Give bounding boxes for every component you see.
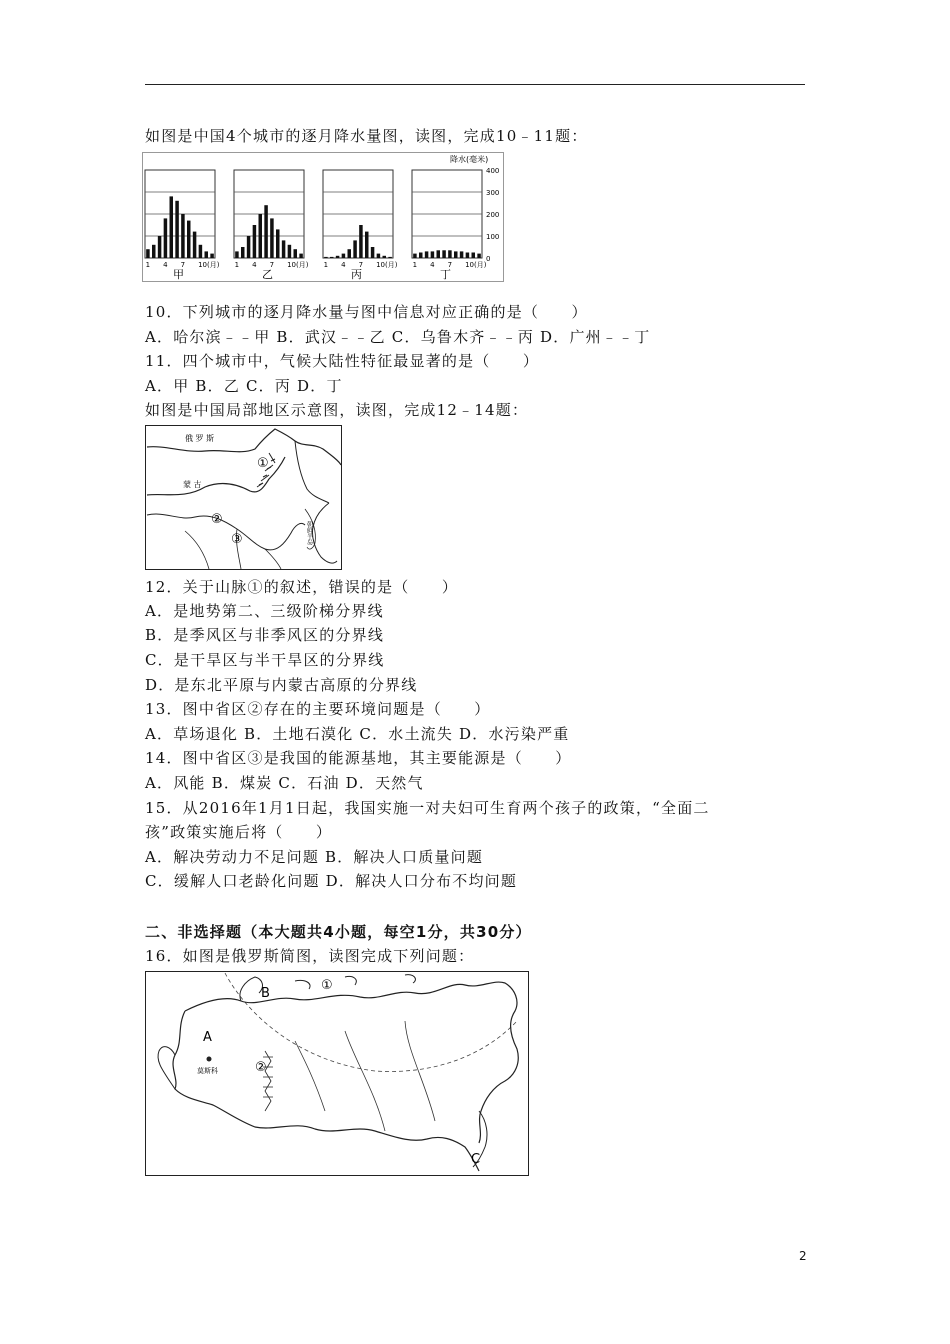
bar: [324, 257, 328, 258]
question-12-option-b: B．是季风区与非季风区的分界线: [145, 626, 385, 644]
question-12-option-a: A．是地势第二、三级阶梯分界线: [145, 602, 384, 620]
axis-title: 降水(毫米): [450, 155, 489, 164]
intro-map: 如图是中国局部地区示意图，读图，完成12﹣14题：: [145, 401, 529, 419]
map-marker-1: ①: [257, 456, 269, 471]
bar: [199, 245, 203, 258]
x-tick-label: 7: [358, 261, 364, 269]
bar: [419, 253, 423, 259]
bar: [241, 247, 245, 258]
question-12: 12．关于山脉①的叙述，错误的是（ ）: [145, 578, 459, 596]
x-tick-label: 4: [430, 261, 435, 269]
bar: [460, 251, 464, 258]
question-15-line-1: 15．从2016年1月1日起，我国实施一对夫妇可生育两个孩子的政策，“全面二: [145, 799, 710, 817]
bar: [205, 251, 209, 258]
label-b: B: [261, 986, 270, 1001]
bar: [437, 250, 441, 258]
question-11-options: A．甲 B．乙 C．丙 D．丁: [145, 377, 343, 395]
map-marker-3: ③: [231, 532, 243, 547]
header-rule: [145, 84, 805, 85]
city-label: 丙: [351, 268, 362, 281]
bar: [158, 236, 162, 258]
question-13: 13．图中省区②存在的主要环境问题是（ ）: [145, 700, 491, 718]
bar: [253, 225, 257, 258]
bar: [170, 196, 174, 258]
bar: [454, 251, 458, 258]
map-marker-2: ②: [255, 1060, 267, 1075]
bar: [288, 245, 292, 258]
x-tick-label: 7: [269, 261, 275, 269]
bar: [413, 254, 417, 258]
moscow-marker: [207, 1057, 212, 1062]
bar: [371, 247, 375, 258]
bar: [477, 254, 481, 258]
label-russia: 俄 罗 斯: [185, 434, 215, 443]
page-number: 2: [799, 1249, 807, 1263]
bar: [259, 214, 263, 258]
label-mongolia: 蒙 古: [183, 480, 202, 489]
question-15-line-2: 孩”政策实施后将（ ）: [145, 823, 333, 841]
question-16: 16．如图是俄罗斯简图，读图完成下列问题：: [145, 947, 475, 965]
bar: [264, 205, 268, 258]
bar: [164, 218, 168, 258]
bar: [448, 250, 452, 258]
x-tick-label: 10(月): [376, 261, 398, 269]
bar: [146, 249, 150, 258]
bar: [210, 254, 214, 258]
question-15-options-cd: C．缓解人口老龄化问题 D．解决人口分布不均问题: [145, 872, 518, 890]
bar: [330, 257, 334, 258]
precipitation-chart: [142, 152, 504, 282]
y-tick-label: 300: [486, 189, 500, 197]
bar: [235, 251, 239, 258]
x-tick-label: 7: [180, 261, 186, 269]
bar: [152, 245, 156, 258]
label-moscow: 莫斯科: [197, 1067, 218, 1075]
bar: [270, 218, 274, 258]
map-marker-2: ②: [211, 512, 223, 527]
bar: [282, 240, 286, 258]
label-korea: 朝鲜半岛: [305, 521, 313, 545]
question-12-option-d: D．是东北平原与内蒙古高原的分界线: [145, 676, 418, 694]
russia-map: [145, 971, 529, 1176]
question-10-options: A．哈尔滨﹣﹣甲 B．武汉﹣﹣乙 C．乌鲁木齐﹣﹣丙 D．广州﹣﹣丁: [145, 328, 651, 346]
bar: [442, 250, 446, 258]
y-tick-label: 200: [486, 211, 500, 219]
bar: [425, 251, 429, 258]
bar: [353, 240, 357, 258]
bar: [388, 257, 392, 258]
bar: [187, 221, 191, 258]
bar: [276, 229, 280, 258]
bar: [365, 232, 369, 258]
x-tick-label: 4: [341, 261, 346, 269]
x-tick-label: 10(月): [465, 261, 487, 269]
city-label: 丁: [440, 268, 451, 281]
bar: [431, 251, 435, 258]
question-13-options: A．草场退化 B．土地石漠化 C．水土流失 D．水污染严重: [145, 725, 570, 743]
bar: [359, 225, 363, 258]
section-heading: 二、非选择题（本大题共4小题，每空1分，共30分）: [145, 923, 532, 941]
y-tick-label: 0: [486, 255, 491, 263]
bar: [247, 236, 251, 258]
intro-precip: 如图是中国4个城市的逐月降水量图，读图，完成10﹣11题：: [145, 127, 588, 145]
x-tick-label: 4: [252, 261, 257, 269]
question-14-options: A．风能 B．煤炭 C．石油 D．天然气: [145, 774, 424, 792]
label-c: C: [471, 1152, 481, 1167]
bar: [336, 256, 340, 258]
x-tick-label: 10(月): [198, 261, 220, 269]
label-a: A: [203, 1030, 212, 1045]
bar: [466, 253, 470, 259]
question-11: 11．四个城市中，气候大陆性特征最显著的是（ ）: [145, 352, 540, 370]
x-tick-label: 1: [234, 261, 240, 269]
x-tick-label: 7: [447, 261, 453, 269]
bar: [294, 249, 298, 258]
bar: [383, 256, 387, 258]
question-12-option-c: C．是干旱区与半干旱区的分界线: [145, 651, 385, 669]
x-tick-label: 10(月): [287, 261, 309, 269]
y-tick-label: 100: [486, 233, 500, 241]
bar: [193, 232, 197, 258]
bar: [299, 254, 303, 258]
x-tick-label: 1: [323, 261, 329, 269]
city-label: 甲: [173, 268, 184, 281]
x-tick-label: 1: [412, 261, 418, 269]
bar: [472, 253, 476, 259]
bar: [348, 249, 352, 258]
map-marker-1: ①: [321, 978, 333, 993]
question-15-options-ab: A．解决劳动力不足问题 B．解决人口质量问题: [145, 848, 484, 866]
y-tick-label: 400: [486, 167, 500, 175]
question-14: 14．图中省区③是我国的能源基地，其主要能源是（ ）: [145, 749, 572, 767]
bar: [377, 254, 381, 258]
bar: [342, 254, 346, 258]
bar: [181, 214, 185, 258]
city-label: 乙: [262, 268, 273, 281]
china-region-map: [145, 425, 342, 570]
question-10: 10．下列城市的逐月降水量与图中信息对应正确的是（ ）: [145, 303, 588, 321]
x-tick-label: 4: [163, 261, 168, 269]
x-tick-label: 1: [145, 261, 151, 269]
bar: [175, 201, 179, 258]
